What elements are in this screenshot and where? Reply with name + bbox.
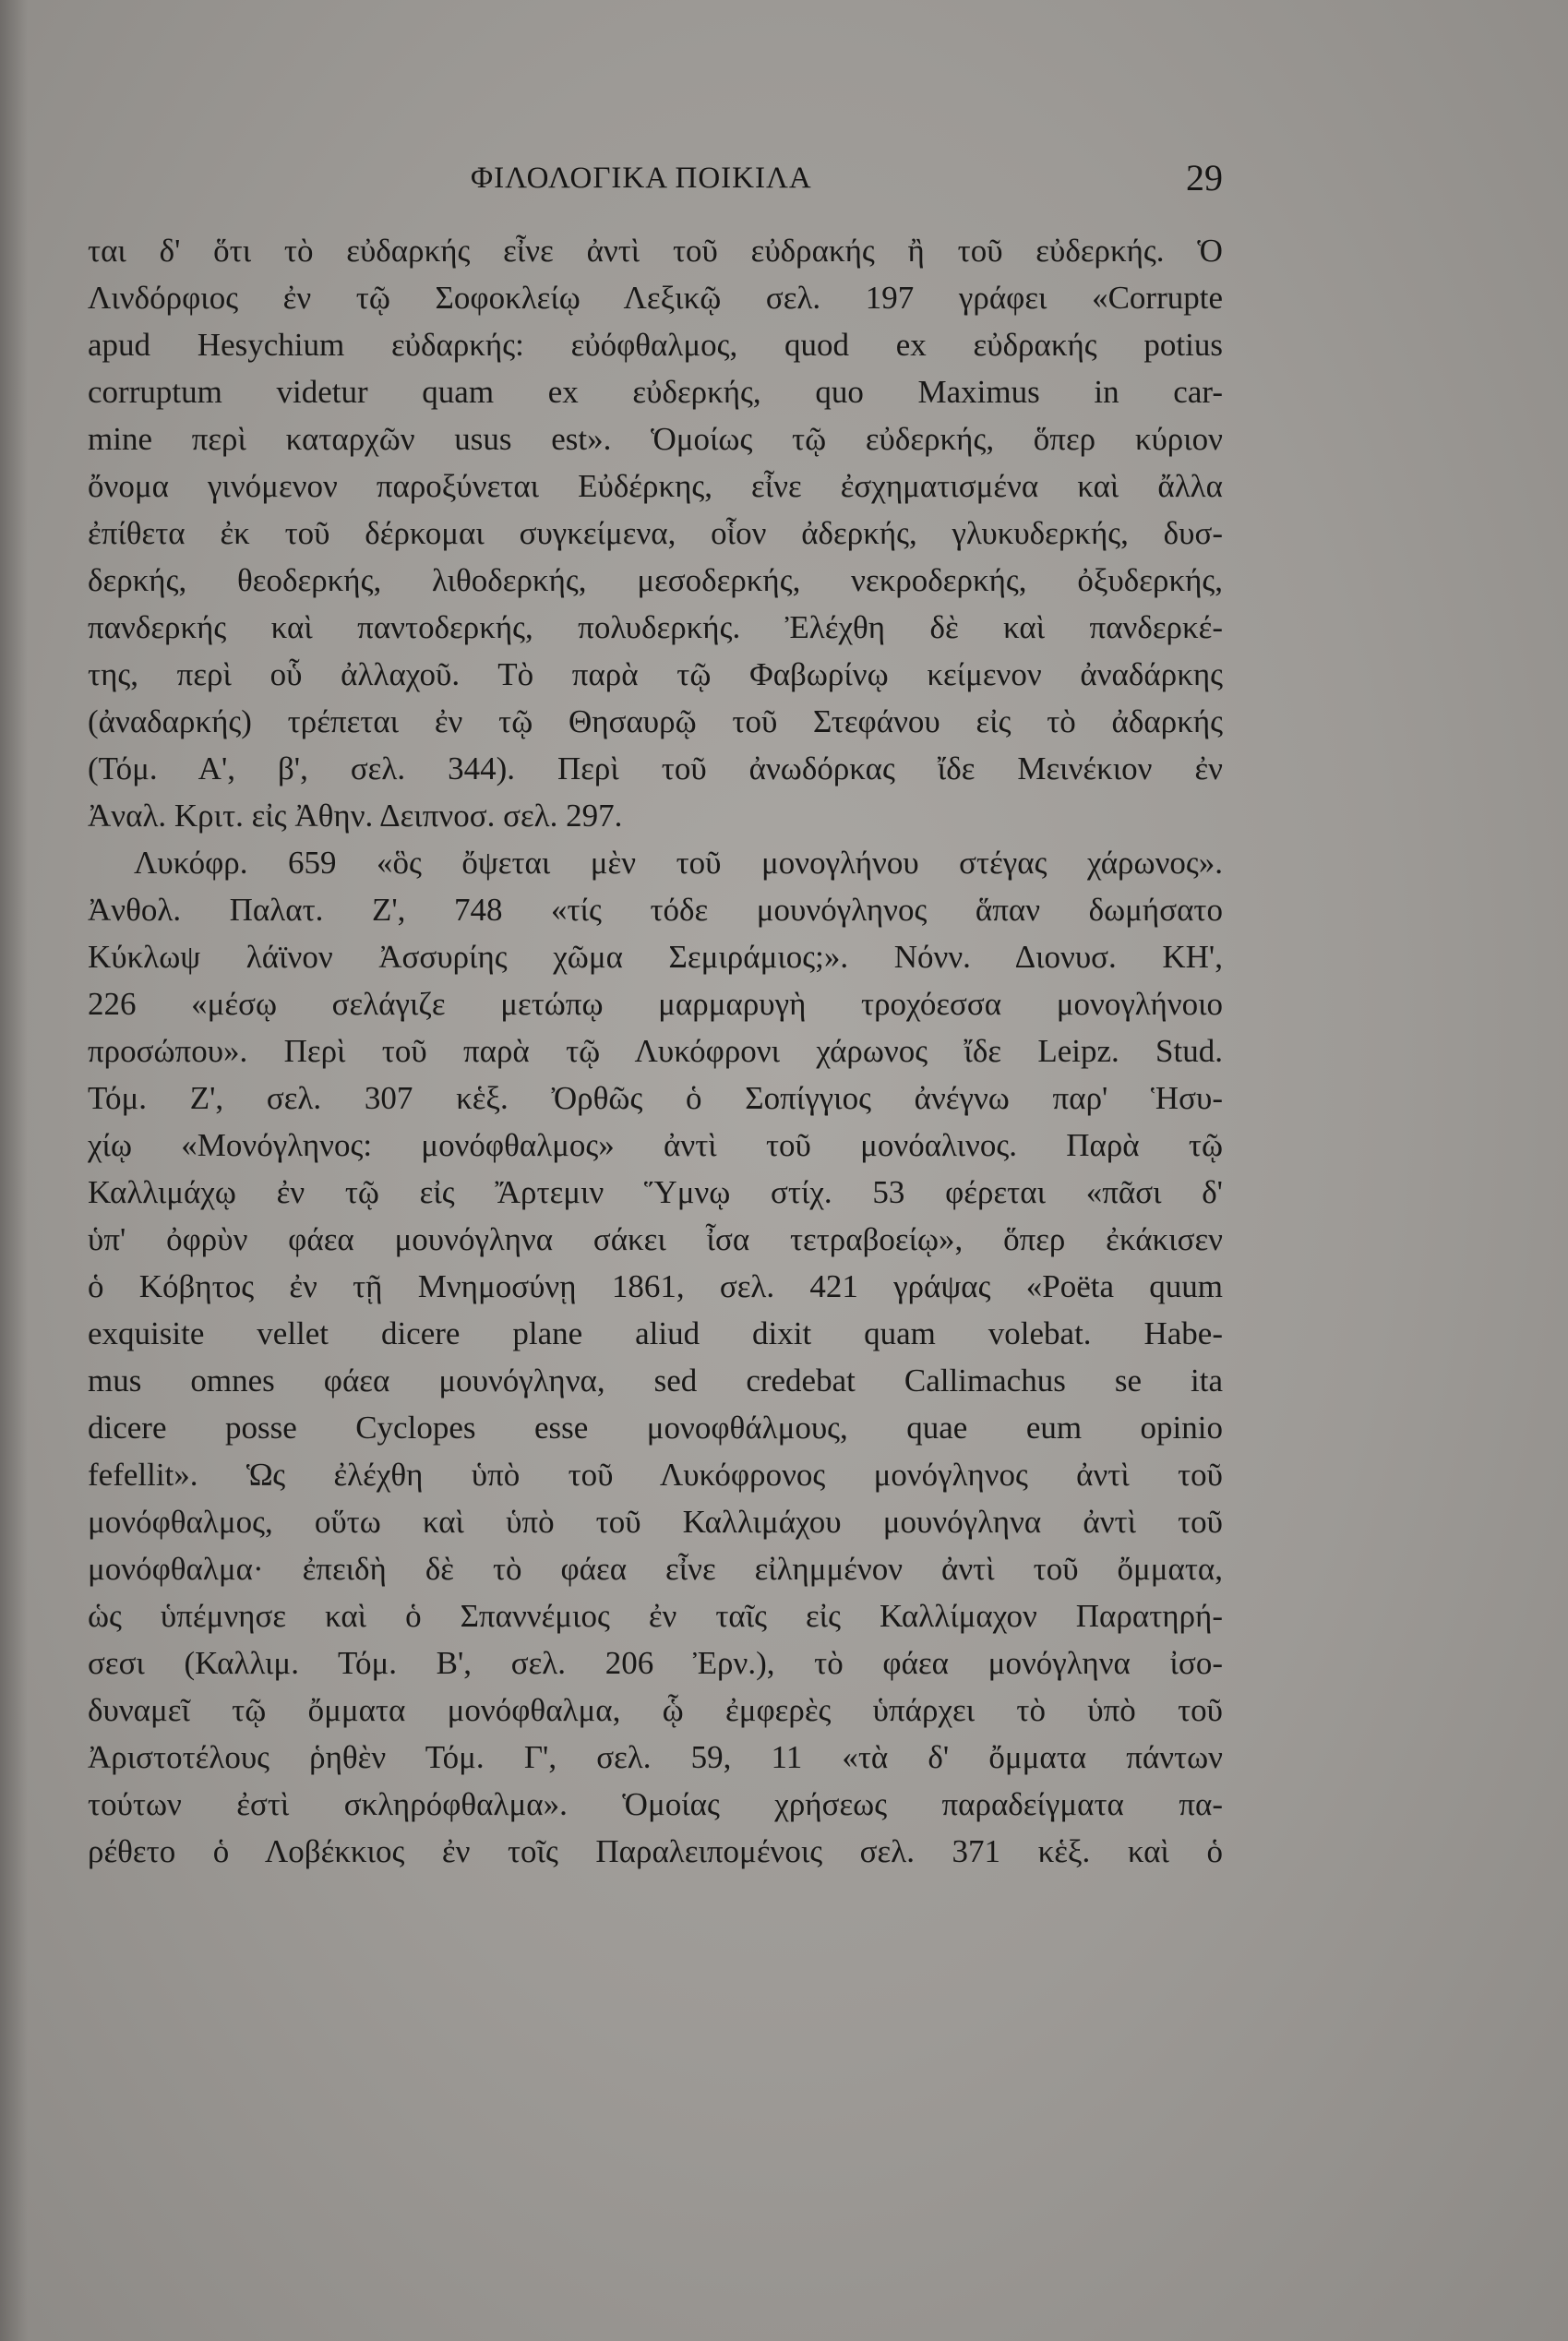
page-number: 29 — [1186, 157, 1223, 198]
text-line: τούτων ἐστὶ σκληρόφθαλμα». Ὁμοίας χρήσεως παραδείγματα πα- — [88, 1786, 1223, 1822]
text-line: ὄνομα γινόμενον παροξύνεται Εὐδέρκης, εἶνε ἐσχηματισμένα καὶ ἄλλα — [88, 468, 1223, 504]
text-line: Κύκλωψ λάϊνον Ἀσσυρίης χῶμα Σεμιράμιος;». Νόνν. Διονυσ. ΚΗ', — [88, 939, 1223, 975]
text-line: Λυκόφρ. 659 «ὃς ὄψεται μὲν τοῦ μονογλήνου στέγας χάρωνος». — [134, 845, 1223, 881]
text-line: Τόμ. Ζ', σελ. 307 κἑξ. Ὀρθῶς ὁ Σοπίγγιος ἀνέγνω παρ' Ἡσυ- — [88, 1080, 1223, 1116]
text-line: δυναμεῖ τῷ ὄμματα μονόφθαλμα, ᾧ ἐμφερὲς ὑπάρχει τὸ ὑπὸ τοῦ — [88, 1692, 1223, 1728]
text-line: ὡς ὑπέμνησε καὶ ὁ Σπαννέμιος ἐν ταῖς εἰς Καλλίμαχον Παρατηρή- — [88, 1598, 1223, 1634]
text-line: Καλλιμάχῳ ἐν τῷ εἰς Ἄρτεμιν Ὕμνῳ στίχ. 53 φέρεται «πᾶσι δ' — [88, 1174, 1223, 1210]
text-line: χίῳ «Μονόγληνος: μονόφθαλμος» ἀντὶ τοῦ μονόαλινος. Παρὰ τῷ — [88, 1127, 1223, 1163]
text-line: dicere posse Cyclopes esse μονοφθάλμους, quae eum opinio — [88, 1410, 1223, 1446]
text-line: mus omnes φάεα μουνόγληνα, sed credebat Callimachus se ita — [88, 1363, 1223, 1399]
text-line: 226 «μέσῳ σελάγιζε μετώπῳ μαρμαρυγὴ τροχόεσσα μονογλήνοιο — [88, 986, 1223, 1022]
text-line: ὑπ' ὀφρὺν φάεα μουνόγληνα σάκει ἶσα τετραβοείῳ», ὅπερ ἐκάκισεν — [88, 1221, 1223, 1257]
text-line: μονόφθαλμος, οὕτω καὶ ὑπὸ τοῦ Καλλιμάχου μουνόγληνα ἀντὶ τοῦ — [88, 1504, 1223, 1540]
text-line: (Τόμ. Α', β', σελ. 344). Περὶ τοῦ ἀνωδόρκας ἴδε Μεινέκιον ἐν — [88, 750, 1223, 786]
text-line: μονόφθαλμα· ἐπειδὴ δὲ τὸ φάεα εἶνε εἰλημμένον ἀντὶ τοῦ ὄμματα, — [88, 1551, 1223, 1587]
text-line: σεσι (Καλλιμ. Τόμ. Β', σελ. 206 Ἐρν.), τὸ φάεα μονόγληνα ἰσο- — [88, 1645, 1223, 1681]
text-line: mine περὶ καταρχῶν usus est». Ὁμοίως τῷ εὐδερκής, ὅπερ κύριον — [88, 421, 1223, 457]
text-line: ται δ' ὅτι τὸ εὐδαρκής εἶνε ἀντὶ τοῦ εὐδρακής ἢ τοῦ εὐδερκής. Ὁ — [88, 233, 1223, 269]
text-line: δερκής, θεοδερκής, λιθοδερκής, μεσοδερκής, νεκροδερκής, ὀξυδερκής, — [88, 562, 1223, 598]
text-line: της, περὶ οὗ ἀλλαχοῦ. Τὸ παρὰ τῷ Φαβωρίνῳ κείμενον ἀναδάρκης — [88, 656, 1223, 692]
body-text — [88, 227, 1223, 1875]
text-line: Ἀναλ. Κριτ. εἰς Ἀθην. Δειπνοσ. σελ. 297. — [88, 798, 623, 834]
text-line: corruptum videtur quam ex εὐδερκής, quo Maximus in car- — [88, 374, 1223, 410]
text-line: πανδερκής καὶ παντοδερκής, πολυδερκής. Ἐλέχθη δὲ καὶ πανδερκέ- — [88, 609, 1223, 645]
text-line: (ἀναδαρκής) τρέπεται ἐν τῷ Θησαυρῷ τοῦ Στεφάνου εἰς τὸ ἀδαρκής — [88, 703, 1223, 739]
page-shadow-edge — [0, 0, 28, 2341]
text-line: Ἀριστοτέλους ῥηθὲν Τόμ. Γ', σελ. 59, 11 «τὰ δ' ὄμματα πάντων — [88, 1739, 1223, 1775]
text-line: ὁ Κόβητος ἐν τῇ Μνημοσύνῃ 1861, σελ. 421 γράψας «Poëta quum — [88, 1268, 1223, 1304]
text-line: apud Hesychium εὐδαρκής: εὐόφθαλμος, quod ex εὐδρακής potius — [88, 327, 1223, 363]
text-line: Λινδόρφιος ἐν τῷ Σοφοκλείῳ Λεξικῷ σελ. 197 γράφει «Corrupte — [88, 280, 1223, 316]
text-line: fefellit». Ὡς ἐλέχθη ὑπὸ τοῦ Λυκόφρονος μονόγληνος ἀντὶ τοῦ — [88, 1457, 1223, 1493]
text-line: ἐπίθετα ἐκ τοῦ δέρκομαι συγκείμενα, οἷον ἀδερκής, γλυκυδερκής, δυσ- — [88, 515, 1223, 551]
text-line: προσώπου». Περὶ τοῦ παρὰ τῷ Λυκόφρονι χάρωνος ἴδε Leipz. Stud. — [88, 1033, 1223, 1069]
text-line: exquisite vellet dicere plane aliud dixit quam volebat. Habe- — [88, 1315, 1223, 1351]
text-line: ρέθετο ὁ Λοβέκκιος ἐν τοῖς Παραλειπομένοις σελ. 371 κἑξ. καὶ ὁ — [88, 1833, 1223, 1869]
page-header — [88, 157, 1223, 208]
text-line: Ἀνθολ. Παλατ. Ζ', 748 «τίς τόδε μουνόγληνος ἅπαν δωμήσατο — [88, 892, 1223, 928]
running-title: ΦΙΛΟΛΟΓΙΚΑ ΠΟΙΚΙΛΑ — [471, 162, 812, 195]
